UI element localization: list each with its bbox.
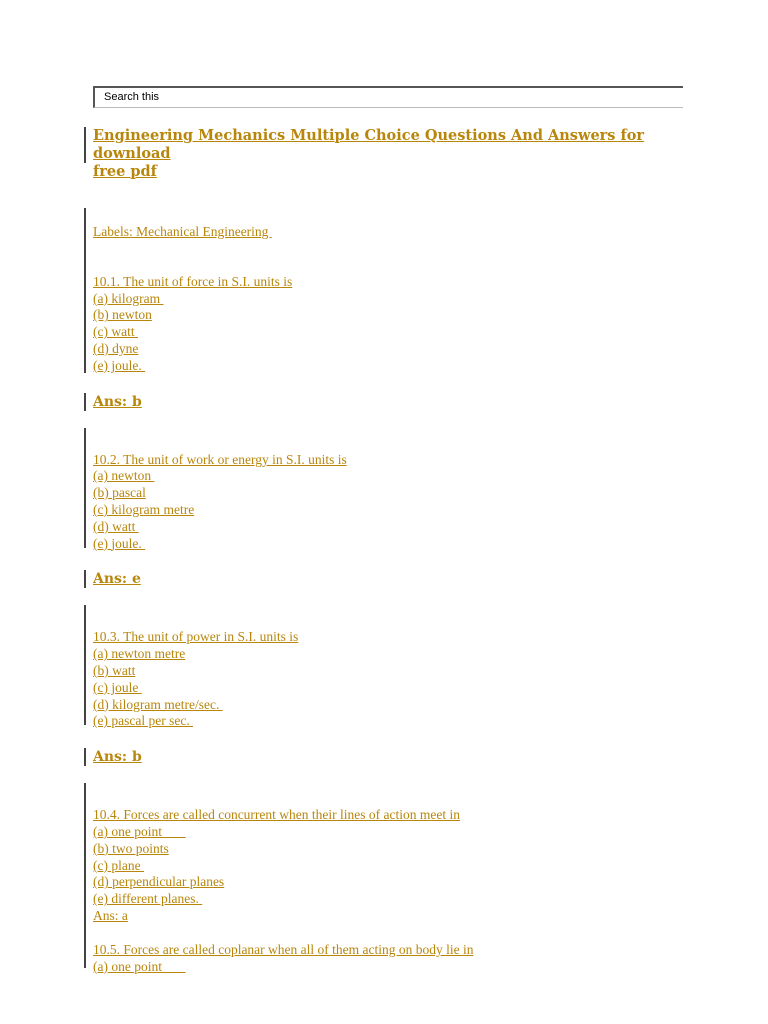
option-item[interactable]: (e) pascal per sec.	[93, 713, 194, 729]
option-item[interactable]: (e) joule.	[93, 535, 146, 551]
quote-bar	[84, 428, 86, 548]
answer-text[interactable]: Ans: e	[93, 571, 141, 588]
quote-bar	[84, 783, 86, 968]
option-item[interactable]: (b) watt	[93, 662, 136, 678]
quote-bar	[84, 208, 86, 373]
option-item[interactable]: (d) kilogram metre/sec.	[93, 696, 223, 712]
post-title[interactable]	[93, 127, 683, 181]
option-item[interactable]: (e) joule.	[93, 357, 146, 373]
post-content	[93, 127, 683, 975]
post-title-line2[interactable]: free pdf	[93, 163, 157, 180]
option-item[interactable]: (c) joule	[93, 679, 142, 695]
option-item[interactable]: (b) newton	[93, 307, 152, 323]
answer-text[interactable]: Ans: b	[93, 749, 142, 766]
option-item[interactable]: (a) newton metre	[93, 646, 186, 662]
option-item[interactable]: (a) one point	[93, 823, 186, 839]
post-title-line1[interactable]: Engineering Mechanics Multiple Choice Questions And Answers for download	[93, 127, 645, 162]
question-text[interactable]: 10.3. The unit of power in S.I. units is	[93, 629, 299, 645]
question-text[interactable]: 10.5. Forces are called coplanar when all of them acting on body lie in	[93, 941, 474, 957]
answer-block	[93, 393, 683, 411]
option-item[interactable]: (c) watt	[93, 324, 138, 340]
answer-text[interactable]: Ans: a	[93, 907, 128, 923]
option-item[interactable]: (b) two points	[93, 840, 169, 856]
answer-text[interactable]: Ans: b	[93, 393, 142, 410]
option-item[interactable]: (c) kilogram metre	[93, 501, 195, 517]
content-block-3	[93, 605, 683, 730]
labels-link[interactable]: Labels: Mechanical Engineering	[93, 224, 272, 239]
option-item[interactable]: (a) newton	[93, 468, 155, 484]
option-item[interactable]: (a) one point	[93, 958, 186, 974]
question-text[interactable]: 10.2. The unit of work or energy in S.I. units is	[93, 451, 347, 467]
quote-bar	[84, 605, 86, 725]
search-input[interactable]: Search this	[93, 86, 683, 108]
quote-bar	[84, 393, 86, 411]
content-block-2	[93, 428, 683, 553]
content-block-1	[93, 208, 683, 375]
question-text[interactable]: 10.4. Forces are called concurrent when their lines of action meet in	[93, 807, 460, 823]
answer-block	[93, 748, 683, 766]
option-item[interactable]: (c) plane	[93, 857, 144, 873]
option-item[interactable]: (d) dyne	[93, 340, 139, 356]
option-item[interactable]: (d) watt	[93, 518, 139, 534]
quote-bar	[84, 570, 86, 588]
option-item[interactable]: (e) different planes.	[93, 891, 203, 907]
quote-bar	[84, 748, 86, 766]
quote-bar	[84, 127, 86, 163]
option-item[interactable]: (a) kilogram	[93, 290, 164, 306]
option-item[interactable]: (b) pascal	[93, 485, 146, 501]
question-text[interactable]: 10.1. The unit of force in S.I. units is	[93, 273, 293, 289]
answer-block	[93, 570, 683, 588]
option-item[interactable]: (d) perpendicular planes	[93, 874, 225, 890]
post-title-block	[93, 127, 683, 181]
content-block-4	[93, 783, 683, 975]
